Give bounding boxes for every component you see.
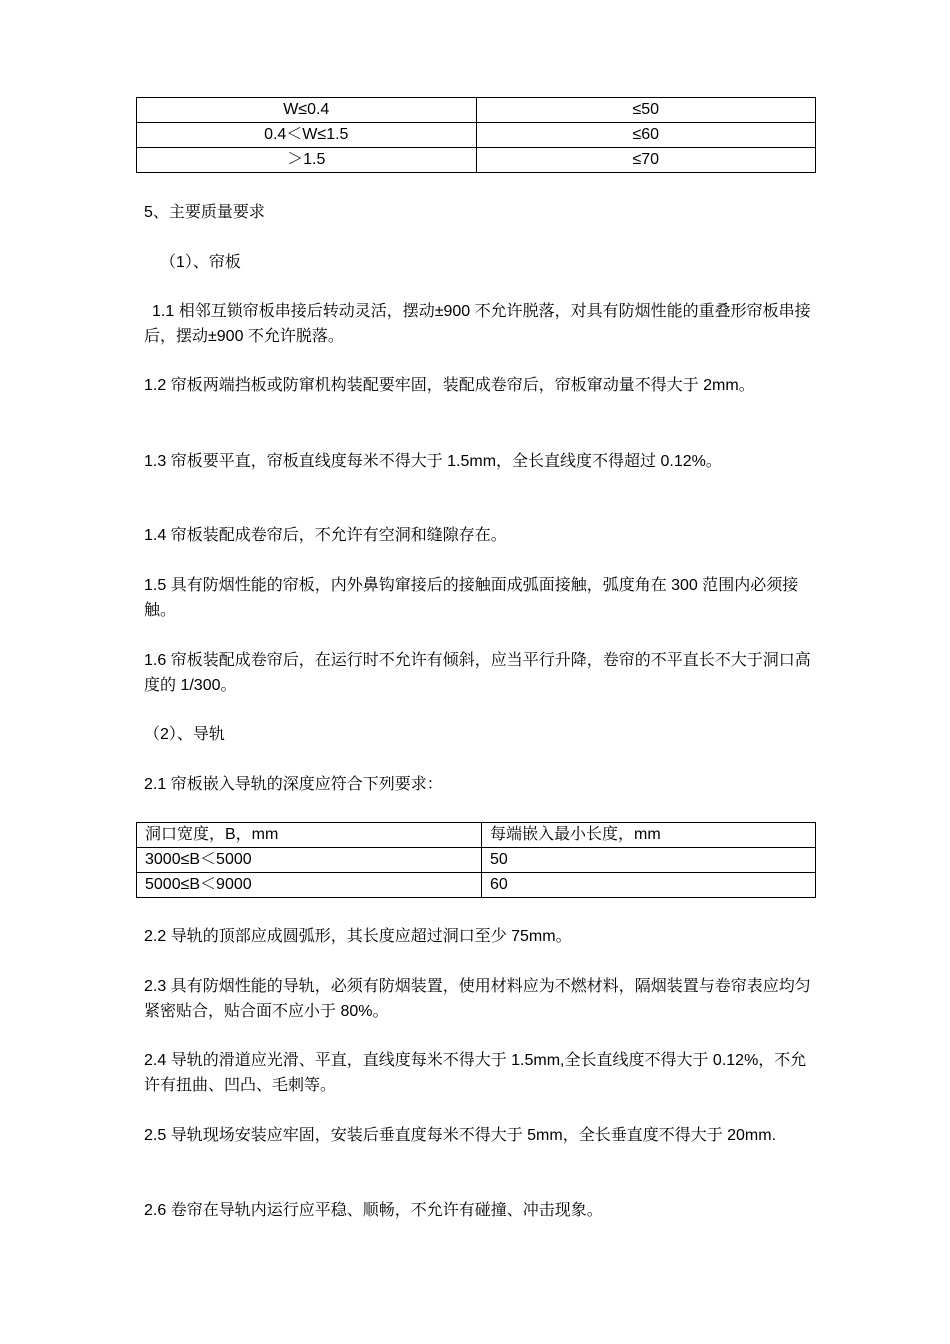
paragraph: 1.5 具有防烟性能的帘板，内外鼻钩窜接后的接触面成弧面接触，弧度角在 300 范围内必须接触。 [144,577,799,619]
table-header-cell: 每端嵌入最小长度，mm [482,823,816,848]
section-heading: 5、主要质量要求 [144,204,265,221]
paragraph: 1.4 帘板装配成卷帘后，不允许有空洞和缝隙存在。 [144,527,507,544]
table-row [137,148,816,173]
paragraph: 2.2 导轨的顶部应成圆弧形，其长度应超过洞口至少 75mm。 [144,928,572,945]
table-row [137,123,816,148]
width-limit-table [136,97,816,173]
paragraph: 2.1 帘板嵌入导轨的深度应符合下列要求： [144,776,443,793]
table-row [137,873,816,898]
subsection-heading: （1）、帘板 [160,254,241,271]
subsection-heading: （2）、导轨 [144,726,225,743]
table-cell: 50 [482,848,816,873]
table-cell: 60 [482,873,816,898]
table-cell: 0.4＜W≤1.5 [137,123,477,148]
paragraph: 2.6 卷帘在导轨内运行应平稳、顺畅，不允许有碰撞、冲击现象。 [144,1202,603,1219]
paragraph: 1.2 帘板两端挡板或防窜机构装配要牢固，装配成卷帘后，帘板窜动量不得大于 2mm。 [144,377,755,394]
table-header-cell: 洞口宽度，B，mm [137,823,482,848]
table-row [137,98,816,123]
paragraph: 1.1 相邻互锁帘板串接后转动灵活，摆动±900 不允许脱落，对具有防烟性能的重叠形帘板串接后，摆动±900 不允许脱落。 [144,303,811,345]
embed-depth-table [136,822,816,898]
table-cell: 3000≤B＜5000 [137,848,482,873]
paragraph: 2.3 具有防烟性能的导轨，必须有防烟装置，使用材料应为不燃材料，隔烟装置与卷帘表应均匀紧密贴合，贴合面不应小于 80%。 [144,978,811,1020]
table-cell: 5000≤B＜9000 [137,873,482,898]
paragraph: 1.6 帘板装配成卷帘后，在运行时不允许有倾斜，应当平行升降，卷帘的不平直长不大于洞口高度的 1/300。 [144,652,811,694]
table-cell: ＞1.5 [137,148,477,173]
table-header-row [137,823,816,848]
table-cell: ≤70 [476,148,816,173]
table-cell: ≤50 [476,98,816,123]
paragraph: 2.4 导轨的滑道应光滑、平直，直线度每米不得大于 1.5mm,全长直线度不得大于 0.12%，不允许有扭曲、凹凸、毛刺等。 [144,1052,807,1094]
paragraph: 2.5 导轨现场安装应牢固，安装后垂直度每米不得大于 5mm，全长垂直度不得大于 20mm. [144,1127,777,1144]
paragraph: 1.3 帘板要平直，帘板直线度每米不得大于 1.5mm，全长直线度不得超过 0.12%。 [144,453,722,470]
table-cell: W≤0.4 [137,98,477,123]
table-row [137,848,816,873]
table-cell: ≤60 [476,123,816,148]
